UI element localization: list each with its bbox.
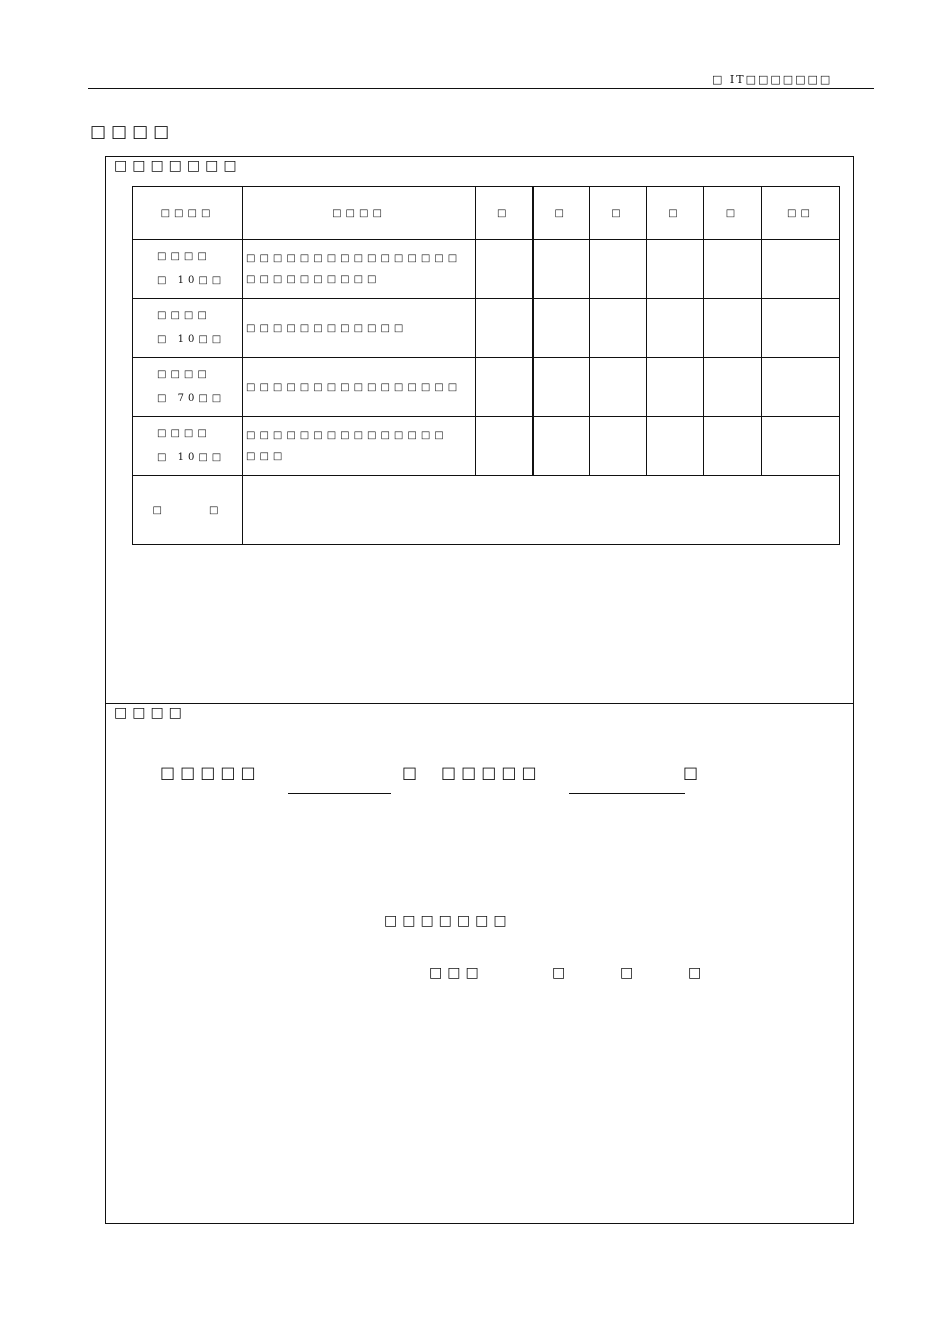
grade-cell[interactable] [704, 240, 762, 299]
grade-cell[interactable] [476, 417, 533, 476]
row-standard-cell [243, 240, 476, 299]
row-item-weight: □ 10□□ [157, 452, 226, 463]
header-grade-5: □ [704, 187, 762, 240]
row-item-name: □□□□ [157, 310, 211, 321]
remark-cell[interactable] [243, 476, 840, 545]
score-cell[interactable] [762, 417, 840, 476]
score-cell[interactable] [762, 240, 840, 299]
grade-cell[interactable] [647, 299, 704, 358]
grade-cell[interactable] [590, 417, 647, 476]
grade-cell[interactable] [476, 358, 533, 417]
grade-cell[interactable] [533, 358, 590, 417]
date-year: □ [552, 965, 571, 981]
row-item-name: □□□□ [157, 251, 211, 262]
row-item-weight: □ 10□□ [157, 334, 226, 345]
table-row [133, 240, 840, 299]
header-grade-2: □ [533, 187, 590, 240]
row-item-name: □□□□ [157, 369, 211, 380]
score-cell[interactable] [762, 358, 840, 417]
header-grade-3: □ [590, 187, 647, 240]
grade-blank-a[interactable] [288, 793, 391, 794]
grading-box-label: □□□□□□□ [114, 158, 242, 174]
row-item-cell [133, 299, 243, 358]
grade-cell[interactable] [590, 240, 647, 299]
table-row [133, 417, 840, 476]
header-item: □□□□ [133, 187, 243, 240]
row-item-weight: □ 10□□ [157, 275, 226, 286]
row-standard-line: □□□□□□□□□□□□□□□□ [246, 381, 462, 393]
grade-cell[interactable] [704, 417, 762, 476]
date-prefix: □□□ [429, 965, 484, 981]
header-standard: □□□□ [243, 187, 476, 240]
row-standard-cell [243, 417, 476, 476]
row-item-name: □□□□ [157, 428, 211, 439]
row-standard-line: □□□□□□□□□□□□□□□ [246, 430, 448, 441]
table-row [133, 358, 840, 417]
grade-cell[interactable] [590, 358, 647, 417]
grade-cell[interactable] [647, 240, 704, 299]
score-cell[interactable] [762, 299, 840, 358]
comment-box-label: □□□□ [114, 705, 187, 721]
header-rule [88, 88, 874, 89]
row-standard-line: □□□□□□□□□□□□□□□□ [246, 253, 462, 264]
grade-cell[interactable] [647, 417, 704, 476]
table-remark-row [133, 476, 840, 545]
header-score: □□ [762, 187, 840, 240]
grade-label-b: □□□□□ [441, 763, 542, 782]
grade-blank-b[interactable] [569, 793, 685, 794]
remark-label: □ □ [133, 476, 243, 545]
row-item-cell [133, 417, 243, 476]
table-row [133, 299, 840, 358]
grade-cell[interactable] [533, 240, 590, 299]
date-month: □ [620, 965, 639, 981]
running-header: □ IT□□□□□□□ [712, 73, 833, 86]
row-standard-cell [243, 358, 476, 417]
grading-table [132, 186, 840, 545]
grade-cell[interactable] [704, 358, 762, 417]
grade-cell[interactable] [533, 417, 590, 476]
grade-cell[interactable] [590, 299, 647, 358]
row-item-cell [133, 358, 243, 417]
header-grade-1: □ [476, 187, 533, 240]
row-standard-line: □□□ [246, 451, 287, 462]
table-header-row [133, 187, 840, 240]
grade-cell[interactable] [647, 358, 704, 417]
row-standard-cell [243, 299, 476, 358]
grade-label-a: □□□□□ [160, 763, 261, 782]
header-grade-4: □ [647, 187, 704, 240]
row-standard-line: □□□□□□□□□□ [246, 274, 381, 285]
row-standard-line: □□□□□□□□□□□□ [246, 322, 408, 334]
grade-cell[interactable] [704, 299, 762, 358]
date-day: □ [688, 965, 707, 981]
grade-cell[interactable] [533, 299, 590, 358]
row-item-cell [133, 240, 243, 299]
grade-cell[interactable] [476, 240, 533, 299]
grade-end-char: □ [683, 763, 704, 782]
section-title: □□□□ [90, 122, 175, 142]
grade-cell[interactable] [476, 299, 533, 358]
signer-label: □□□□□□□ [384, 913, 512, 929]
row-item-weight: □ 70□□ [157, 393, 226, 404]
grade-sep-char: □ [402, 763, 423, 782]
